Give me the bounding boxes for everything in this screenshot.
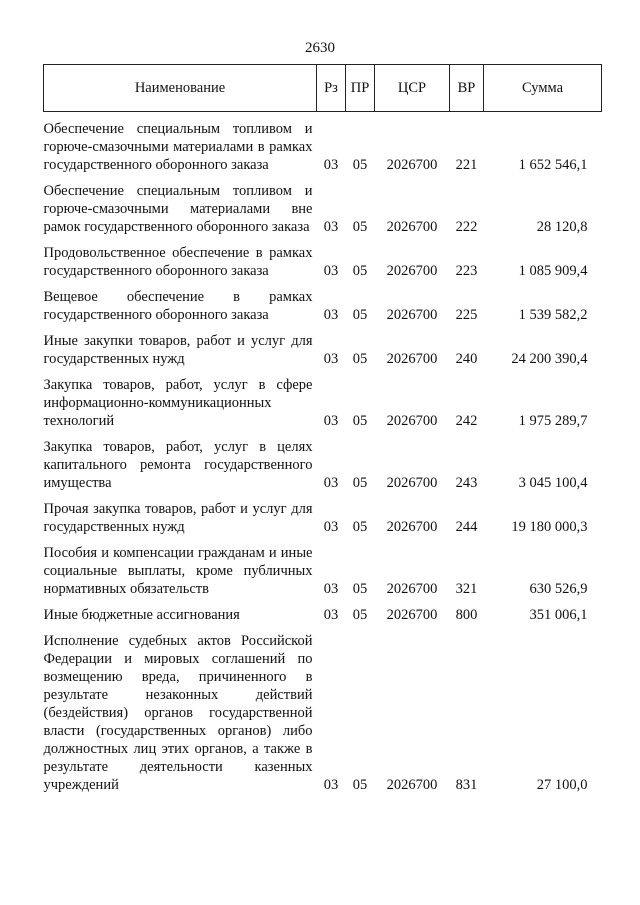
- row-name: Обеспечение специальным топливом и горюче-смазочными материалами вне рамок государственного оборонного заказа: [43, 183, 313, 235]
- page-number: 2630: [305, 40, 335, 56]
- table-row: [44, 244, 602, 280]
- table-row: [44, 632, 602, 794]
- row-vr: 800: [455, 607, 478, 623]
- row-csr: 2026700: [386, 581, 438, 597]
- table-row: [44, 438, 602, 492]
- table-row: [44, 500, 602, 536]
- row-rz: 03: [323, 607, 339, 623]
- row-sum: 24 200 390,4: [511, 351, 588, 367]
- row-vr: 244: [455, 519, 478, 535]
- row-rz: 03: [323, 219, 339, 235]
- row-rz: 03: [323, 263, 339, 279]
- row-sum: 3 045 100,4: [518, 475, 588, 491]
- row-pr: 05: [352, 413, 368, 429]
- row-pr: 05: [352, 607, 368, 623]
- row-sum: 27 100,0: [536, 777, 588, 793]
- row-pr: 05: [352, 777, 368, 793]
- row-pr: 05: [352, 307, 368, 323]
- row-sum: 28 120,8: [536, 219, 588, 235]
- header-pr: ПР: [346, 65, 375, 112]
- row-pr: 05: [352, 581, 368, 597]
- row-csr: 2026700: [386, 157, 438, 173]
- row-vr: 831: [455, 777, 478, 793]
- row-pr: 05: [352, 475, 368, 491]
- row-csr: 2026700: [386, 607, 438, 623]
- row-rz: 03: [323, 351, 339, 367]
- row-csr: 2026700: [386, 307, 438, 323]
- row-rz: 03: [323, 777, 339, 793]
- table-row: [44, 376, 602, 430]
- row-sum: 1 539 582,2: [518, 307, 588, 323]
- table-row: [44, 544, 602, 598]
- header-vr: ВР: [450, 65, 484, 112]
- header-csr: ЦСР: [375, 65, 450, 112]
- header-rz: Рз: [317, 65, 346, 112]
- row-name: Прочая закупка товаров, работ и услуг для государственных нужд: [43, 501, 313, 535]
- row-csr: 2026700: [386, 263, 438, 279]
- row-rz: 03: [323, 581, 339, 597]
- row-csr: 2026700: [386, 475, 438, 491]
- row-pr: 05: [352, 519, 368, 535]
- row-csr: 2026700: [386, 777, 438, 793]
- row-csr: 2026700: [386, 519, 438, 535]
- row-name: Вещевое обеспечение в рамках государственного оборонного заказа: [43, 289, 313, 323]
- row-rz: 03: [323, 307, 339, 323]
- row-name: Исполнение судебных актов Российской Федерации и мировых соглашений по возмещению вреда, причиненного в результате незаконных действий (бездействия) органов государственной власти (государственных органов) либо должностных лиц этих органов, а также в результате деятельности казенных учреждений: [43, 633, 313, 793]
- row-pr: 05: [352, 157, 368, 173]
- row-pr: 05: [352, 263, 368, 279]
- row-name: Закупка товаров, работ, услуг в сфере информационно-коммуникационных технологий: [43, 377, 313, 429]
- row-vr: 225: [455, 307, 478, 323]
- row-vr: 240: [455, 351, 478, 367]
- row-rz: 03: [323, 413, 339, 429]
- row-csr: 2026700: [386, 351, 438, 367]
- row-sum: 1 652 546,1: [518, 157, 588, 173]
- header-sum: Сумма: [484, 65, 602, 112]
- header-name: Наименование: [44, 65, 317, 112]
- row-name: Продовольственное обеспечение в рамках государственного оборонного заказа: [43, 245, 313, 279]
- row-name: Пособия и компенсации гражданам и иные социальные выплаты, кроме публичных нормативных обязательств: [43, 545, 313, 597]
- row-csr: 2026700: [386, 219, 438, 235]
- table-row: [44, 606, 602, 624]
- row-name: Обеспечение специальным топливом и горюче-смазочными материалами в рамках государственного оборонного заказа: [43, 121, 313, 173]
- table-row: [44, 288, 602, 324]
- row-vr: 222: [455, 219, 478, 235]
- row-vr: 221: [455, 157, 478, 173]
- table-row: [44, 182, 602, 236]
- table-header-row: [44, 65, 602, 112]
- row-vr: 321: [455, 581, 478, 597]
- row-rz: 03: [323, 475, 339, 491]
- row-sum: 19 180 000,3: [511, 519, 588, 535]
- table-row: [44, 120, 602, 174]
- row-sum: 351 006,1: [529, 607, 588, 623]
- row-pr: 05: [352, 219, 368, 235]
- row-vr: 223: [455, 263, 478, 279]
- row-name: Иные закупки товаров, работ и услуг для государственных нужд: [43, 333, 313, 367]
- budget-table: [43, 64, 602, 794]
- row-pr: 05: [352, 351, 368, 367]
- row-csr: 2026700: [386, 413, 438, 429]
- row-rz: 03: [323, 519, 339, 535]
- row-name: Иные бюджетные ассигнования: [43, 607, 240, 623]
- row-name: Закупка товаров, работ, услуг в целях капитального ремонта государственного имущества: [43, 439, 313, 491]
- row-rz: 03: [323, 157, 339, 173]
- row-vr: 243: [455, 475, 478, 491]
- row-sum: 630 526,9: [529, 581, 588, 597]
- row-sum: 1 975 289,7: [518, 413, 588, 429]
- row-sum: 1 085 909,4: [518, 263, 588, 279]
- row-vr: 242: [455, 413, 478, 429]
- table-row: [44, 332, 602, 368]
